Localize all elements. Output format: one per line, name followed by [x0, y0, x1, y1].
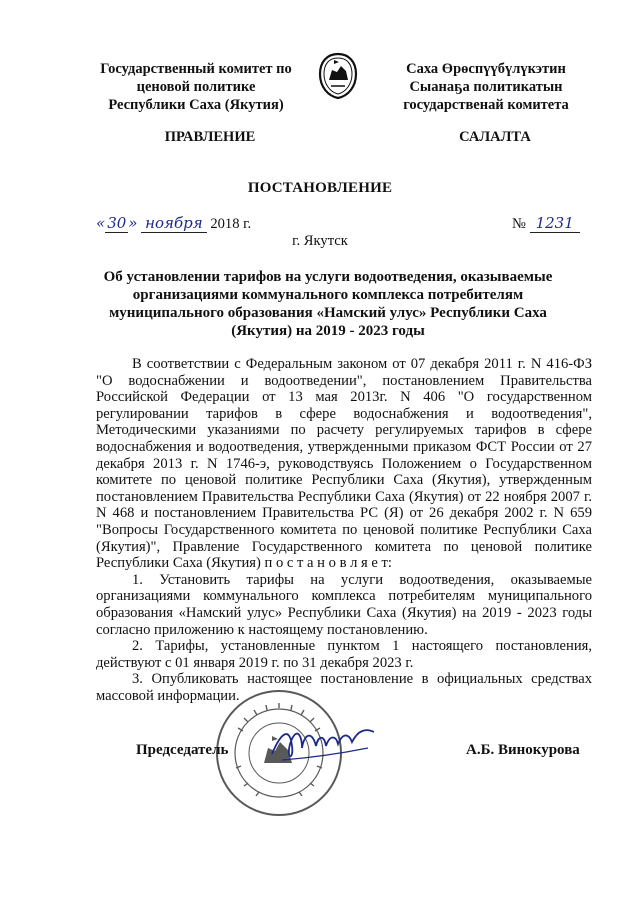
header-left-line-2: ценовой политике — [136, 79, 256, 95]
header-right-line-2: Сыанаҕа политикатын — [409, 79, 563, 95]
document-date — [96, 214, 251, 233]
header-right-line-1: Саха Өрөспүүбүлүкэтин — [406, 61, 566, 77]
document-type-title: ПОСТАНОВЛЕНИЕ — [247, 180, 393, 196]
heading-line-3: муниципального образования «Намский улус» Республики Саха — [109, 305, 547, 321]
date-month: ноября — [141, 214, 207, 233]
heading-line-4: (Якутия) на 2019 - 2023 годы — [231, 323, 425, 339]
board-title-left: ПРАВЛЕНИЕ — [164, 129, 256, 145]
date-close-quote: » — [128, 214, 138, 232]
header-left-line-3: Республики Саха (Якутия) — [108, 97, 284, 113]
handwritten-signature-icon — [268, 720, 378, 770]
header-right-org — [380, 60, 592, 114]
header-left-line-1: Государственный комитет по — [100, 61, 292, 77]
signature-name: А.Б. Винокурова — [466, 742, 580, 758]
document-body — [96, 356, 592, 704]
number-value: 1231 — [530, 214, 580, 233]
document-city: г. Якутск — [292, 233, 348, 249]
item-paragraph-1: 1. Установить тарифы на услуги водоотведения, оказываемые организациями коммунального комплекса потребителям муниципального образования «Намский улус» Республики Саха (Якутия) на 2019 - 2023 годы согласно приложению к настоящему постановлению. — [96, 571, 592, 638]
header-left-org — [80, 60, 312, 114]
item-paragraph-2: 2. Тарифы, установленные пунктом 1 настоящего постановления, действуют с 01 января 2019 г. по 31 декабря 2023 г. — [96, 638, 592, 671]
signature-position: Председатель — [136, 742, 229, 758]
board-title-right: САЛАЛТА — [459, 129, 531, 145]
heading-line-1: Об установлении тарифов на услуги водоотведения, оказываемые — [103, 269, 553, 285]
date-year: 2018 г. — [210, 216, 252, 232]
item-paragraph-3: 3. Опубликовать настоящее постановление в официальных средствах массовой информации. — [96, 671, 592, 704]
number-label: № — [512, 216, 526, 232]
emblem-icon — [318, 52, 358, 100]
header-right-line-3: государственай комитета — [403, 97, 569, 113]
heading-line-2: организациями коммунального комплекса потребителям — [132, 287, 524, 303]
document-heading — [80, 268, 576, 340]
date-open-quote: « — [96, 214, 106, 232]
document-number — [512, 214, 580, 233]
preamble-paragraph: В соответствии с Федеральным законом от 07 декабря 2011 г. N 416-ФЗ "О водоснабжении и водоотведении", постановлением Правительства Российской Федерации от 13 мая 2013г. N 406 "О государственном регулировании тарифов в сфере водоснабжения и водоотведения", Методическими указаниями по расчету регулируемых тарифов в сфере водоснабжения и водоотведения, утвержденными приказом ФСТ России от 27 декабря 2013 г. N 1746-э, руководствуясь Положением о Государственном комитете по ценовой политике Республики Саха (Якутия), утвержденным постановлением Правительства Республики Саха (Якутия) от 22 ноября 2007 г. N 468 и постановлением Правительства РС (Я) от 26 декабря 2002 г. N 659 "Вопросы Государственного комитета по ценовой политике Республики Саха (Якутия)", Правление Государственного комитета по ценовой политике Республики Саха (Якутия) п о с т а н о в л я е т: — [96, 356, 592, 572]
date-day: 30 — [107, 214, 127, 232]
